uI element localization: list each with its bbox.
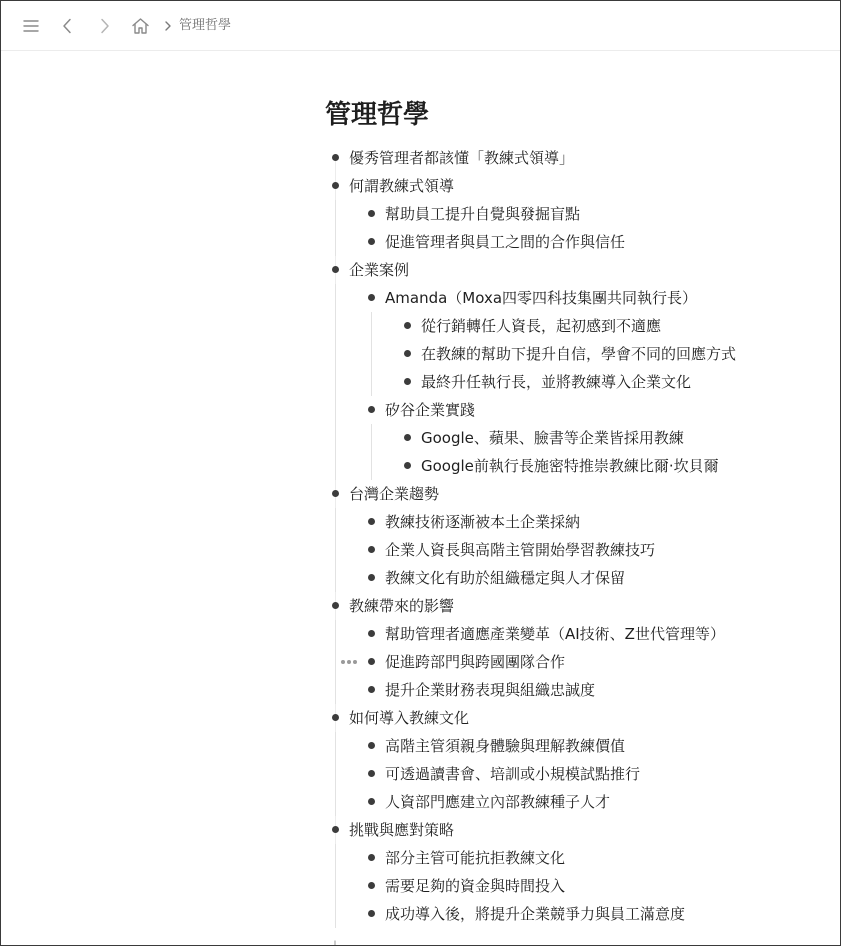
outline-item[interactable]: 人資部門應建立內部教練種子人才 [385, 793, 611, 811]
outline-bullet[interactable] [368, 210, 375, 217]
outline-bullet[interactable] [368, 882, 375, 889]
outline-item[interactable]: 提升企業財務表現與組織忠誠度 [385, 681, 596, 699]
outline-bullet[interactable] [332, 490, 339, 497]
outline-guide-line [371, 312, 372, 396]
outline-item[interactable]: 高階主管須親身體驗與理解教練價值 [385, 737, 626, 755]
page-title[interactable]: 管理哲學 [325, 100, 430, 130]
outline-item[interactable]: 幫助管理者適應產業變革（AI技術、Z世代管理等） [385, 625, 725, 643]
outline-item[interactable]: 從行銷轉任人資長，起初感到不適應 [421, 317, 662, 335]
outline-item[interactable]: 教練文化有助於組織穩定與人才保留 [385, 569, 626, 587]
outline-item[interactable]: 教練帶來的影響 [349, 597, 455, 615]
outline-item[interactable]: Google前執行長施密特推崇教練比爾·坎貝爾 [421, 457, 719, 475]
more-horizontal-icon[interactable] [341, 657, 357, 667]
outline-guide-line [335, 508, 336, 592]
outline-bullet[interactable] [332, 182, 339, 189]
outline-bullet[interactable] [332, 714, 339, 721]
outline-bullet[interactable] [332, 826, 339, 833]
outline-item[interactable]: 教練技術逐漸被本土企業採納 [385, 513, 581, 531]
outline-bullet[interactable] [368, 574, 375, 581]
outline-item[interactable]: 部分主管可能抗拒教練文化 [385, 849, 566, 867]
plus-icon[interactable] [329, 937, 341, 946]
outline-bullet[interactable] [368, 630, 375, 637]
outline-bullet[interactable] [368, 854, 375, 861]
outline-item[interactable]: 企業案例 [349, 261, 410, 279]
outline-bullet[interactable] [404, 322, 411, 329]
outline-bullet[interactable] [368, 742, 375, 749]
outline-guide-line [371, 424, 372, 480]
outline-item[interactable]: 在教練的幫助下提升自信，學會不同的回應方式 [421, 345, 737, 363]
outline-bullet[interactable] [332, 154, 339, 161]
outline-item[interactable]: 何謂教練式領導 [349, 177, 455, 195]
outline-list [1, 1, 840, 945]
outline-bullet[interactable] [332, 266, 339, 273]
outline-guide-line [335, 620, 336, 704]
breadcrumb-current[interactable]: 管理哲學 [179, 18, 232, 33]
outline-guide-line [335, 844, 336, 928]
outline-bullet[interactable] [368, 518, 375, 525]
outline-item[interactable]: 優秀管理者都該懂「教練式領導」 [349, 149, 575, 167]
outline-bullet[interactable] [404, 378, 411, 385]
outline-bullet[interactable] [368, 798, 375, 805]
outline-bullet[interactable] [404, 350, 411, 357]
outline-item[interactable]: 可透過讀書會、培訓或小規模試點推行 [385, 765, 641, 783]
outline-item[interactable]: 促進管理者與員工之間的合作與信任 [385, 233, 626, 251]
outline-bullet[interactable] [368, 406, 375, 413]
outline-bullet[interactable] [404, 434, 411, 441]
outline-bullet[interactable] [368, 910, 375, 917]
outline-item[interactable]: 挑戰與應對策略 [349, 821, 455, 839]
outline-bullet[interactable] [368, 658, 375, 665]
outline-item[interactable]: 台灣企業趨勢 [349, 485, 440, 503]
outline-item[interactable]: 幫助員工提升自覺與發掘盲點 [385, 205, 581, 223]
outline-item[interactable]: 企業人資長與高階主管開始學習教練技巧 [385, 541, 656, 559]
outline-item[interactable]: Amanda（Moxa四零四科技集團共同執行長） [385, 289, 698, 307]
outline-bullet[interactable] [368, 238, 375, 245]
outline-guide-line [335, 732, 336, 816]
outline-item[interactable]: Google、蘋果、臉書等企業皆採用教練 [421, 429, 684, 447]
outline-guide-line [335, 200, 336, 256]
outline-guide-line [335, 284, 336, 480]
outline-bullet[interactable] [404, 462, 411, 469]
outline-bullet[interactable] [332, 602, 339, 609]
outline-item[interactable]: 促進跨部門與跨國團隊合作 [385, 653, 566, 671]
outline-bullet[interactable] [368, 770, 375, 777]
outline-bullet[interactable] [368, 546, 375, 553]
outline-item[interactable]: 成功導入後，將提升企業競爭力與員工滿意度 [385, 905, 686, 923]
outline-item[interactable]: 如何導入教練文化 [349, 709, 470, 727]
outline-item[interactable]: 矽谷企業實踐 [385, 401, 476, 419]
outline-item[interactable]: 最終升任執行長，並將教練導入企業文化 [421, 373, 692, 391]
outline-bullet[interactable] [368, 686, 375, 693]
outline-item[interactable]: 需要足夠的資金與時間投入 [385, 877, 566, 895]
outline-bullet[interactable] [368, 294, 375, 301]
